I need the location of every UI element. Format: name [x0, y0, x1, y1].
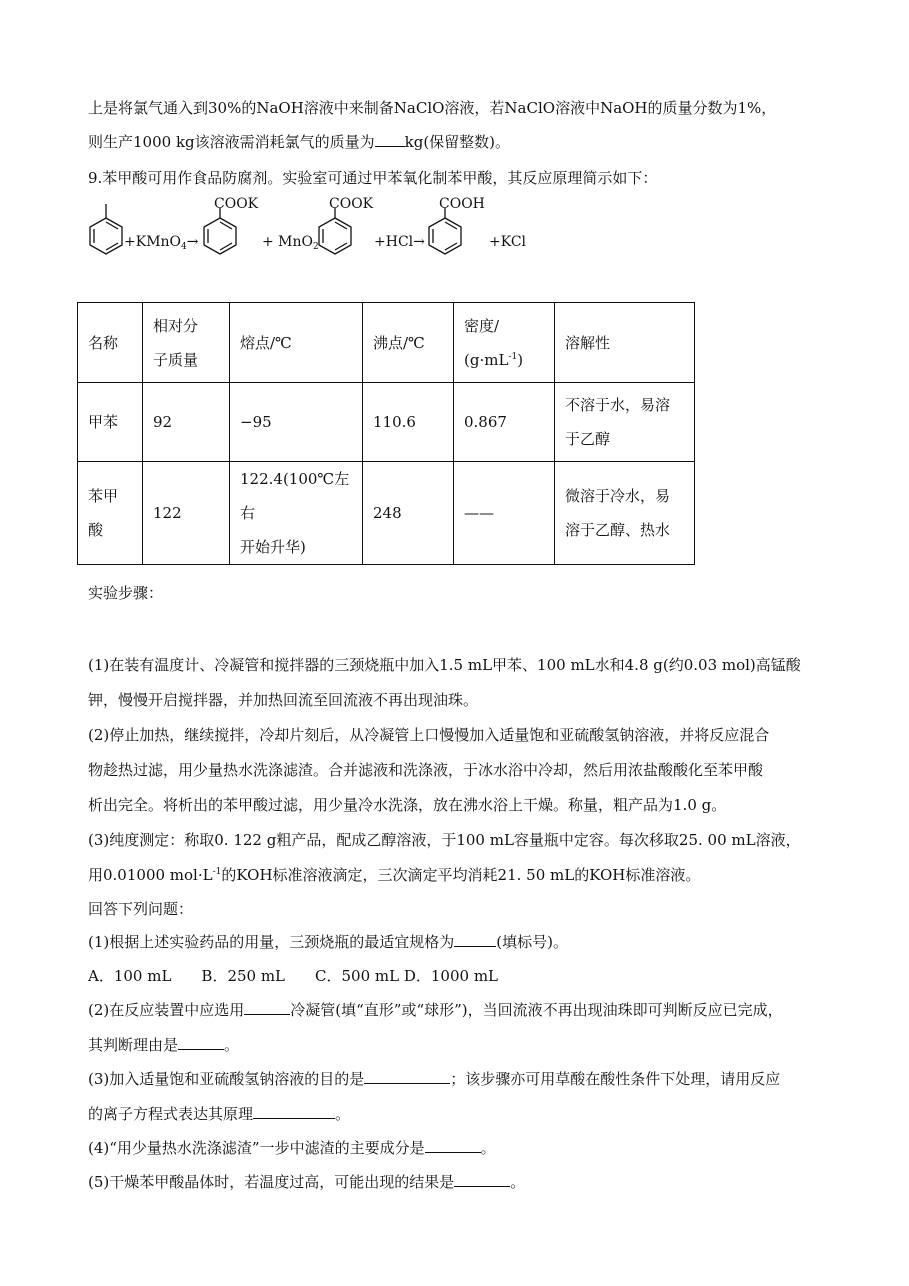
cell-bp: 110.6: [363, 383, 454, 462]
benzoate-structure-1: [204, 208, 236, 254]
answer-blank[interactable]: [454, 932, 496, 947]
reaction-scheme: [84, 196, 564, 274]
steps-title: 实验步骤：: [88, 584, 164, 602]
step-1-line-1: (1)在装有温度计、冷凝管和搅拌器的三颈烧瓶中加入1.5 mL甲苯、100 mL水和4.8 g(约0.03 mol)高锰酸: [88, 656, 801, 674]
cell-mass: 92: [143, 383, 230, 462]
cell-density: 0.867: [454, 383, 555, 462]
product-kcl: +KCl: [489, 234, 527, 250]
step-3-line-2: 用0.01000 $mol\cdot L^{-1}$的KOH标准溶液滴定，三次滴定平均消耗21. 50 mL的KOH标准溶液。: [88, 866, 701, 884]
cell-solubility: 不溶于水，易溶 于乙醇: [555, 383, 695, 462]
reagent-kmno4: +KMnO$_4$→: [124, 234, 199, 252]
cell-mp: 122.4(100℃左右 开始升华): [230, 462, 363, 565]
header-molar-mass: 相对分 子质量: [143, 303, 230, 383]
cell-mp: −95: [230, 383, 363, 462]
reagent-hcl: +HCl→: [374, 234, 425, 250]
header-name: 名称: [78, 303, 143, 383]
question-2-line-2: 其判断理由是 。: [88, 1036, 240, 1054]
intro-line-1: 上是将氯气通入到30%的NaOH溶液中来制备NaClO溶液，若NaClO溶液中NaOH的质量分数为1%，: [88, 99, 777, 117]
benzoic-acid-structure: [429, 208, 461, 254]
cook-label-1: COOK: [214, 196, 259, 212]
header-boiling-point: 沸点/℃: [363, 303, 454, 383]
cell-solubility: 微溶于冷水，易 溶于乙醇、热水: [555, 462, 695, 565]
step-3-line-1: (3)纯度测定：称取0. 122 g粗产品，配成乙醇溶液，于100 mL容量瓶中定容。每次移取25. 00 mL溶液，: [88, 831, 801, 849]
question-4: (4)“用少量热水洗涤滤渣”一步中滤渣的主要成分是 。: [88, 1139, 496, 1157]
step-1-line-2: 钾，慢慢开启搅拌器，并加热回流至回流液不再出现油珠。: [88, 691, 479, 709]
step-2-line-1: (2)停止加热，继续搅拌，冷却片刻后，从冷凝管上口慢慢加入适量饱和亚硫酸氢钠溶液，并将反应混合: [88, 726, 770, 744]
cell-bp: 248: [363, 462, 454, 565]
cell-mass: 122: [143, 462, 230, 565]
cook-label-2: COOK: [329, 196, 374, 212]
step-2-line-3: 析出完全。将析出的苯甲酸过滤，用少量冷水洗涤，放在沸水浴上干燥。称量，粗产品为1.0 g。: [88, 796, 727, 814]
question-2-line-1: (2)在反应装置中应选用 冷凝管(填“直形”或“球形”)，当回流液不再出现油珠即可判断反应已完成，: [88, 1001, 783, 1019]
question-1: (1)根据上述实验药品的用量，三颈烧瓶的最适宜规格为 (填标号)。: [88, 933, 568, 951]
intro-line-2-end: kg(保留整数)。: [404, 133, 511, 151]
answer-blank[interactable]: [375, 132, 405, 147]
step-2-line-2: 物趁热过滤，用少量热水洗涤滤渣。合并滤液和洗涤液，于冰水浴中冷却，然后用浓盐酸酸化至苯甲酸: [88, 761, 764, 779]
cooh-label: COOH: [439, 196, 485, 212]
intro-line-2: [88, 132, 510, 152]
answer-blank[interactable]: [425, 1138, 481, 1153]
cell-name: 甲苯: [78, 383, 143, 462]
table-row: [78, 383, 695, 462]
toluene-structure: [90, 204, 122, 254]
question-3-line-2: 的离子方程式表达其原理 。: [88, 1105, 351, 1123]
header-melting-point: 熔点/℃: [230, 303, 363, 383]
header-density: 密度/ $(g\cdot mL^{-1})$: [454, 303, 555, 383]
question-3-line-1: (3)加入适量饱和亚硫酸氢钠溶液的目的是 ；该步骤亦可用草酸在酸性条件下处理，请用反应: [88, 1070, 781, 1088]
header-solubility: 溶解性: [555, 303, 695, 383]
answer-title: 回答下列问题：: [88, 900, 194, 918]
table-row: [78, 462, 695, 565]
answer-blank[interactable]: [364, 1069, 450, 1084]
reagent-mno2: + MnO$_2$: [262, 234, 319, 252]
intro-line-2-text: 则生产1000 kg该溶液需消耗氯气的质量为: [88, 133, 375, 151]
answer-blank[interactable]: [253, 1104, 335, 1119]
question-5: (5)干燥苯甲酸晶体时，若温度过高，可能出现的结果是 。: [88, 1173, 526, 1191]
answer-blank[interactable]: [244, 1000, 290, 1015]
answer-blank[interactable]: [454, 1172, 510, 1187]
cell-name: 苯甲 酸: [78, 462, 143, 565]
properties-table: [77, 302, 695, 565]
benzoate-structure-2: [319, 208, 351, 254]
question-9-title: 9.苯甲酸可用作食品防腐剂。实验室可通过甲苯氧化制苯甲酸，其反应原理简示如下：: [88, 169, 658, 187]
cell-density: ——: [454, 462, 555, 565]
answer-blank[interactable]: [178, 1035, 224, 1050]
table-header-row: [78, 303, 695, 383]
question-1-options: A．100 mL B．250 mL C．500 mL D．1000 mL: [88, 967, 499, 985]
